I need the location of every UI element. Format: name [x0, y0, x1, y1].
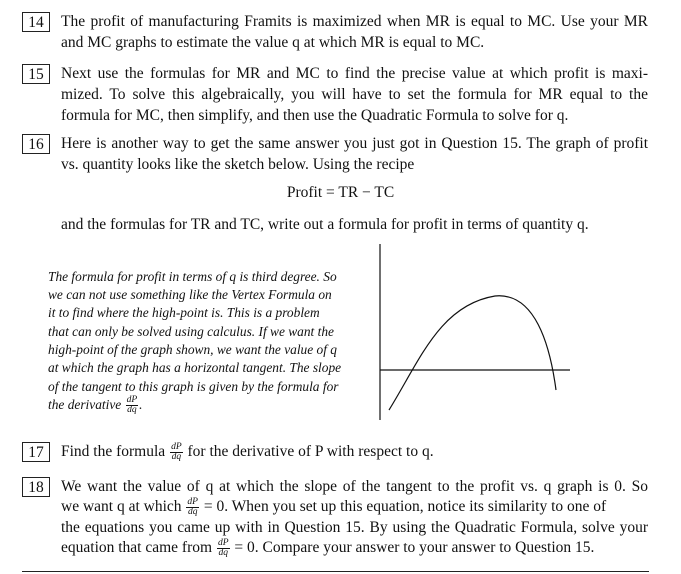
note-line: at which the graph has a horizontal tangent. The slope [48, 360, 342, 375]
note-line: of the tangent to this graph is given by the formula for [48, 379, 339, 394]
question-number: 18 [22, 477, 50, 497]
question-text-line: vs. quantity looks like the sketch below. Using the recipe [61, 156, 415, 173]
question-text-line: Here is another way to get the same answer you just got in Question 15. The graph of profit [61, 135, 648, 152]
derivative-fraction [186, 498, 199, 517]
fraction-denominator: dq [187, 506, 198, 517]
question-number: 16 [22, 134, 50, 154]
fraction-denominator: dq [218, 547, 228, 558]
note-line-text: the derivative [48, 397, 122, 412]
question-text-line: and MC graphs to estimate the value q at which MR is equal to MC. [61, 34, 485, 51]
profit-curve [389, 296, 556, 410]
question-text: Find the formula [61, 443, 166, 460]
question-text-line: the equations you came up with in Question 15. By using the Quadratic Formula, solve your [61, 519, 648, 536]
question-number: 17 [22, 442, 50, 462]
note-line: The formula for profit in terms of q is third degree. So [48, 269, 337, 284]
question-number: 15 [22, 64, 50, 84]
question-text: for the derivative of P with respect to q. [187, 443, 434, 460]
note-line: it to find where the high-point is. This is a problem [48, 305, 320, 320]
question-text: we want q at which [61, 498, 182, 515]
question-text-line: and the formulas for TR and TC, write out a formula for profit in terms of quantity q. [61, 216, 589, 233]
question-text-line: We want the value of q at which the slope of the tangent to the profit vs. q graph is 0. So [61, 478, 648, 495]
question-text-line [61, 442, 434, 462]
fraction-numerator: dP [171, 441, 182, 452]
derivative-fraction [217, 539, 230, 558]
question-text-line: formula for MC, then simplify, and then use the Quadratic Formula to solve for q. [61, 107, 569, 124]
page-bottom-rule [22, 571, 649, 572]
question-text-line: The profit of manufacturing Framits is maximized when MR is equal to MC. Use your MR [61, 13, 648, 30]
question-text-line [61, 538, 594, 558]
note-line: high-point of the graph shown, we want the value of q [48, 342, 337, 357]
derivative-fraction [170, 443, 183, 462]
question-text: = 0. When you set up this equation, notice its similarity to one of [203, 498, 607, 515]
question-number: 14 [22, 12, 50, 32]
question-text: equation that came from [61, 539, 213, 556]
profit-formula: Profit = TR − TC [286, 184, 395, 201]
question-text: = 0. Compare your answer to your answer to Question 15. [234, 539, 595, 556]
note-line: we can not use something like the Vertex Formula on [48, 287, 332, 302]
question-text-line [61, 497, 606, 517]
fraction-numerator: dP [217, 537, 229, 548]
note-line: that can only be solved using calculus. If we want the [48, 324, 334, 339]
fraction-denominator: dq [127, 405, 137, 416]
note-line: the derivative $\frac{dP}{dq}$ . [48, 395, 143, 416]
fraction-denominator: dq [171, 451, 182, 462]
question-text-line: Next use the formulas for MR and MC to find the precise value at which profit is maxi- [61, 65, 648, 82]
question-text-line: mized. To solve this algebraically, you will have to set the formula for MR equal to the [61, 86, 648, 103]
fraction-numerator: dP [126, 395, 138, 406]
fraction-numerator: dP [187, 496, 198, 507]
